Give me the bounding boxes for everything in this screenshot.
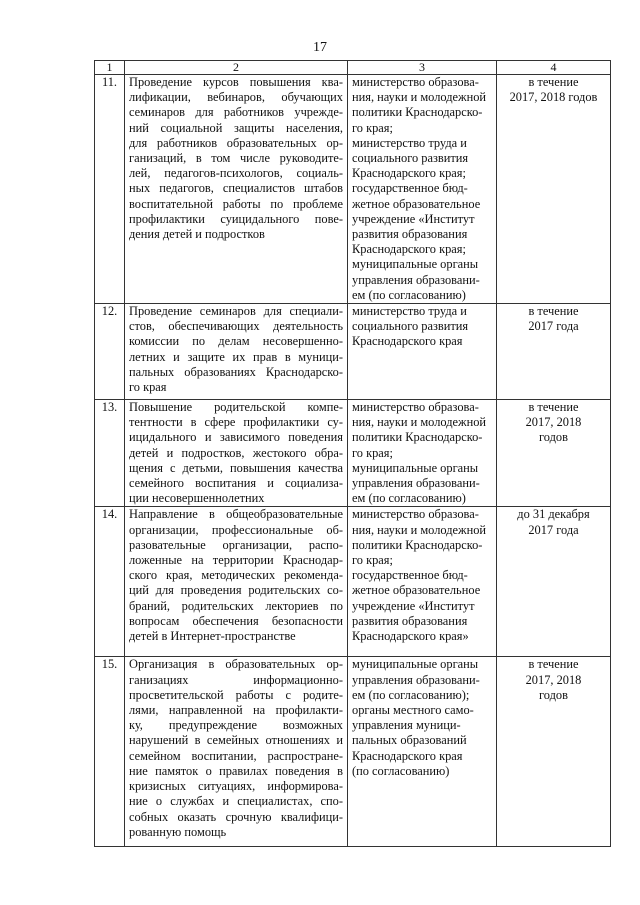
task-cell-line: ние памяток о правилах поведения в (129, 763, 343, 778)
measures-table (94, 60, 611, 847)
task-cell (125, 304, 348, 400)
term-cell-line: 2017, 2018 (525, 672, 582, 687)
task-cell-line: пальных образованиях Краснодарско- (129, 364, 343, 379)
task-cell-line: летних и защите их прав в муници- (129, 349, 343, 364)
column-header-4: 4 (497, 61, 611, 75)
task-cell-line: разовательные организации, распо- (129, 537, 343, 552)
column-header-3: 3 (348, 61, 497, 75)
task-cell (125, 507, 348, 657)
term-cell (497, 304, 611, 400)
task-cell-line: для работников образовательных ор- (129, 135, 343, 150)
term-cell-line: в течение (528, 657, 579, 672)
responsible-cell-line: управления образовани- (352, 476, 480, 491)
task-cell-line: дения детей и подростков (129, 227, 265, 242)
task-cell-line: ложенные на территории Краснодар- (129, 553, 343, 568)
term-cell (497, 507, 611, 657)
responsible-cell-line: развития образования (352, 227, 468, 242)
table-row (95, 400, 611, 507)
term-cell (497, 657, 611, 847)
task-cell-line: детей в Интернет-пространстве (129, 629, 296, 644)
row-number: 12. (95, 304, 125, 400)
task-cell-line: рованную помощь (129, 824, 227, 839)
responsible-cell-line: муниципальные органы (352, 657, 479, 672)
table-row (95, 75, 611, 304)
responsible-cell-line: ем (по согласованию) (352, 491, 466, 506)
responsible-cell-line: министерство труда и (352, 135, 467, 150)
responsible-cell-line: министерство образова- (352, 400, 479, 415)
table-row (95, 304, 611, 400)
responsible-cell-line: министерство образова- (352, 75, 479, 89)
responsible-cell-line: социального развития (352, 319, 469, 334)
responsible-cell-line: жетное образовательное (352, 196, 481, 211)
task-cell-line: семинаров для работников учрежде- (129, 105, 343, 120)
task-cell-line: ганизациях информационно- (129, 672, 343, 687)
responsible-cell-line: социального развития (352, 151, 469, 166)
task-cell-line: вопросам обеспечения безопасности (129, 613, 343, 628)
term-cell-line: годов (539, 687, 568, 702)
task-cell-line: воспитательной работы по проблеме (129, 196, 343, 211)
responsible-cell (348, 304, 497, 400)
term-cell-line: 2017, 2018 годов (509, 90, 598, 105)
responsible-cell (348, 400, 497, 507)
row-number: 14. (95, 507, 125, 657)
responsible-cell (348, 657, 497, 847)
task-cell-line: Проведение семинаров для специали- (129, 304, 343, 319)
task-cell-line: стов, обеспечивающих деятельность (129, 319, 343, 334)
responsible-cell-line: министерство образова- (352, 507, 479, 522)
table-row (95, 507, 611, 657)
task-cell-line: тентности в сфере профилактики су- (129, 415, 343, 430)
responsible-cell-line: ния, науки и молодежной (352, 90, 487, 105)
task-cell-line: Проведение курсов повышения ква- (129, 75, 343, 89)
responsible-cell-line: развития образования (352, 613, 468, 628)
responsible-cell-line: муниципальные органы (352, 257, 479, 272)
responsible-cell-line: (по согласованию) (352, 763, 450, 778)
responsible-cell-line: государственное бюд- (352, 568, 468, 583)
term-cell-line: до 31 декабря (517, 507, 590, 522)
task-cell-line: профилактики суицидального пове- (129, 211, 343, 226)
responsible-cell-line: учреждение «Институт (352, 598, 475, 613)
responsible-cell-line: Краснодарского края; (352, 242, 466, 257)
responsible-cell-line: ем (по согласованию) (352, 287, 466, 302)
task-cell-line: просветительской работы с родите- (129, 687, 343, 702)
task-cell-line: организации, профессиональные об- (129, 522, 343, 537)
task-cell-line: Направление в общеобразовательные (129, 507, 343, 522)
task-cell-line: го края (129, 380, 167, 395)
responsible-cell-line: го края; (352, 445, 393, 460)
column-header-2: 2 (125, 61, 348, 75)
responsible-cell-line: пальных образований (352, 733, 467, 748)
term-cell-line: годов (539, 430, 568, 445)
task-cell-line: щения с детьми, повышения качества (129, 460, 343, 475)
responsible-cell-line: го края; (352, 120, 393, 135)
responsible-cell-line: политики Краснодарско- (352, 430, 483, 445)
task-cell-line: ции несовершеннолетних (129, 491, 265, 506)
term-cell (497, 75, 611, 304)
responsible-cell-line: политики Краснодарско- (352, 537, 483, 552)
responsible-cell-line: Краснодарского края; (352, 166, 466, 181)
responsible-cell-line: учреждение «Институт (352, 211, 475, 226)
row-number: 13. (95, 400, 125, 507)
responsible-cell (348, 75, 497, 304)
responsible-cell-line: государственное бюд- (352, 181, 468, 196)
task-cell-line: семейном воспитании, распростране- (129, 748, 343, 763)
task-cell (125, 75, 348, 304)
task-cell-line: Организация в образовательных ор- (129, 657, 343, 672)
term-cell-line: 2017 года (528, 522, 579, 537)
responsible-cell-line: управления образовани- (352, 272, 480, 287)
page-number: 17 (313, 40, 327, 55)
task-cell-line: ний социальной защиты населения, (129, 120, 343, 135)
responsible-cell-line: управления образовани- (352, 672, 480, 687)
task-cell-line: ицидального и зависимого поведения (129, 430, 343, 445)
term-cell-line: 2017, 2018 (525, 415, 582, 430)
term-cell-line: в течение (528, 75, 579, 89)
responsible-cell-line: органы местного само- (352, 703, 474, 718)
task-cell-line: собных оказать срочную квалифици- (129, 809, 343, 824)
task-cell-line: ку, предупреждение возможных (129, 718, 343, 733)
task-cell-line: лями, направленной на профилакти- (129, 703, 343, 718)
task-cell-line: ганизаций, в том числе руководите- (129, 151, 343, 166)
task-cell-line: ского края, методических рекоменда- (129, 568, 343, 583)
term-cell-line: в течение (528, 304, 579, 319)
task-cell-line: браний, родительских лекториев по (129, 598, 343, 613)
responsible-cell-line: Краснодарского края» (352, 629, 469, 644)
task-cell-line: ние о службах и специалистах, спо- (129, 794, 343, 809)
task-cell-line: ций для проведения родительских со- (129, 583, 343, 598)
task-cell-line: комиссии по делам несовершенно- (129, 334, 343, 349)
task-cell-line: нарушений в семейных отношениях и (129, 733, 343, 748)
term-cell (497, 400, 611, 507)
row-number: 15. (95, 657, 125, 847)
header-row (95, 61, 611, 75)
responsible-cell-line: политики Краснодарско- (352, 105, 483, 120)
responsible-cell-line: министерство труда и (352, 304, 467, 319)
task-cell (125, 400, 348, 507)
term-cell-line: в течение (528, 400, 579, 415)
responsible-cell (348, 507, 497, 657)
task-cell-line: детей и подростков, жестокого обра- (129, 445, 343, 460)
responsible-cell-line: муниципальные органы (352, 460, 479, 475)
responsible-cell-line: го края; (352, 553, 393, 568)
task-cell-line: лей, педагогов-психологов, социаль- (129, 166, 343, 181)
table-row (95, 657, 611, 847)
task-cell-line: кризисных ситуациях, информирова- (129, 779, 343, 794)
responsible-cell-line: Краснодарского края (352, 748, 463, 763)
responsible-cell-line: управления муници- (352, 718, 461, 733)
responsible-cell-line: ния, науки и молодежной (352, 522, 487, 537)
task-cell-line: лификации, вебинаров, обучающих (129, 90, 343, 105)
task-cell-line: семейного воспитания и социализа- (129, 476, 343, 491)
row-number: 11. (95, 75, 125, 304)
task-cell-line: Повышение родительской компе- (129, 400, 343, 415)
term-cell-line: 2017 года (528, 319, 579, 334)
responsible-cell-line: ния, науки и молодежной (352, 415, 487, 430)
column-header-1: 1 (95, 61, 125, 75)
responsible-cell-line: ем (по согласованию); (352, 687, 470, 702)
responsible-cell-line: жетное образовательное (352, 583, 481, 598)
responsible-cell-line: Краснодарского края (352, 334, 463, 349)
task-cell (125, 657, 348, 847)
task-cell-line: ных педагогов, специалистов штабов (129, 181, 343, 196)
